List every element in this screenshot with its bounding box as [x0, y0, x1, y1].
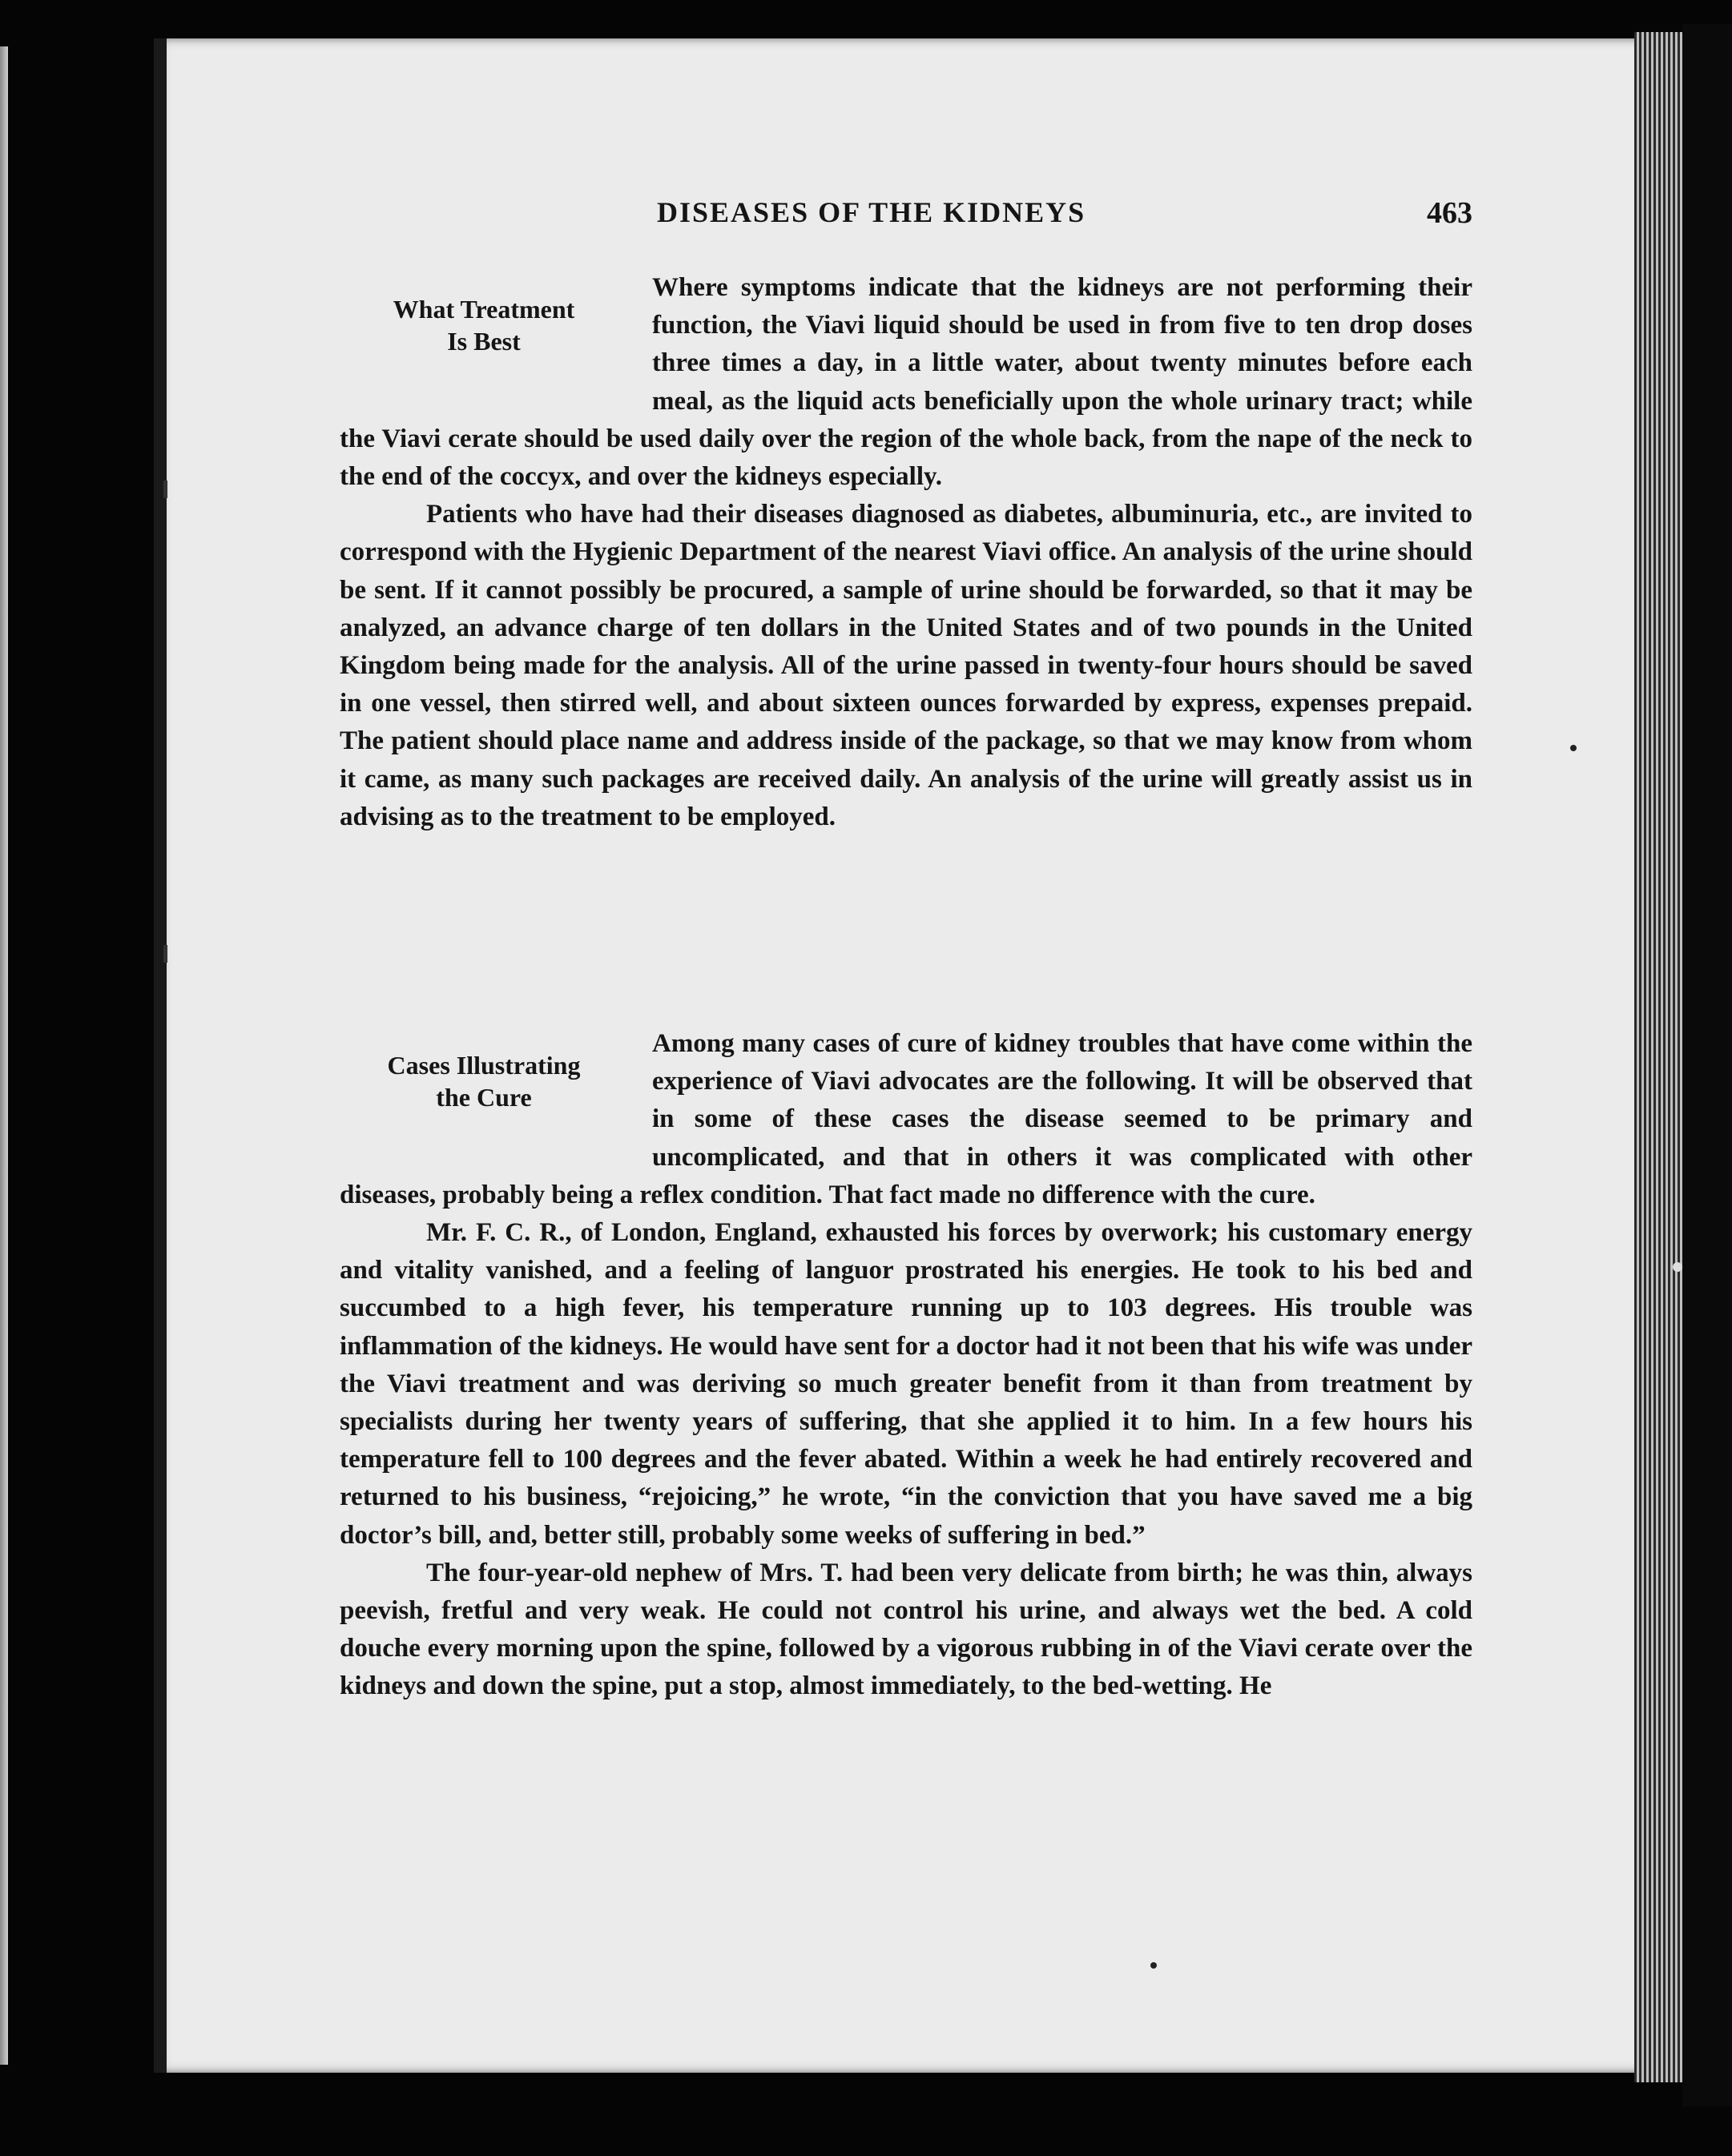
section-treatment — [340, 269, 1472, 836]
running-title: DISEASES OF THE KIDNEYS — [657, 196, 1086, 228]
facing-page-edge — [0, 46, 8, 2065]
scan-speck — [1150, 1962, 1157, 1969]
scan-speck — [1570, 745, 1577, 751]
paragraph: Among many cases of cure of kidney troubles that have come within the experience of Viavi advocates are the following. It will be observed that in some of these cases the disease seemed to be primary and uncomplicated, and that in others it was complicated with other diseases, probably being a reflex condition. That fact made no difference with the cure. — [340, 1029, 1472, 1209]
paragraph: Patients who have had their diseases diagnosed as diabetes, albuminuria, etc., are invited to correspond with the Hygienic Department of the nearest Viavi office. An analysis of the urine should be sent. If it cannot possibly be procured, a sample of urine should be forwarded, so that it may be analyzed, an advance charge of ten dollars in the United States and of two pounds in the United Kingdom being made for the analysis. All of the urine passed in twenty-four hours should be saved in one vessel, then stirred well, and about sixteen ounces forwarded by express, expenses prepaid. The patient should place name and address inside of the package, so that we may know from whom it came, as many such packages are received daily. An analysis of the urine will greatly assist us in advising as to the treatment to be employed. — [340, 500, 1472, 831]
page-number: 463 — [1427, 196, 1472, 230]
sidenote-line: the Cure — [436, 1083, 532, 1112]
scan-speck — [163, 945, 167, 963]
sidenote-what-treatment — [340, 269, 628, 397]
sidenote-cases-illustrating — [340, 1025, 628, 1153]
book-cover-edge — [1682, 24, 1732, 2106]
scan-speck — [163, 481, 167, 498]
sidenote-line: What Treatment — [393, 295, 575, 324]
scan-speck — [1673, 1262, 1682, 1272]
section-cases — [340, 1025, 1472, 1706]
paragraph: Mr. F. C. R., of London, England, exhausted his forces by overwork; his customary energy and vitality vanished, and a feeling of languor prostrated his energies. He took to his bed and succumbed to a high fever, his temperature running up to 103 degrees. His trouble was inflammation of the kidneys. He would have sent for a doctor had it not been that his wife was under the Viavi treatment and was deriving so much greater benefit from it than from treatment by specialists during her twenty years of suffering, that she applied it to him. In a few hours his temperature fell to 100 degrees and the fever abated. Within a week he had entirely recovered and returned to his business, “rejoicing,” he wrote, “in the conviction that you have saved me a big doctor’s bill, and, better still, probably some weeks of suffering in bed.” — [340, 1218, 1472, 1550]
sidenote-line: Cases Illustrating — [387, 1051, 581, 1080]
paragraph: The four-year-old nephew of Mrs. T. had been very delicate from birth; he was thin, always peevish, fretful and very weak. He could not control his urine, and always wet the bed. A cold douche every morning upon the spine, followed by a vigorous rubbing in of the Viavi cerate over the kidneys and down the spine, put a stop, almost immediately, to the bed-wetting. He — [340, 1558, 1472, 1701]
page-gutter-shadow — [154, 38, 167, 2073]
paragraph: Where symptoms indicate that the kidneys are not performing their function, the Viavi liquid should be used in from five to ten drop doses three times a day, in a little water, about twenty minutes before each meal, as the liquid acts beneficially upon the whole urinary tract; while the Viavi cerate should be used daily over the region of the whole back, from the nape of the neck to the end of the coccyx, and over the kidneys especially. — [340, 273, 1472, 492]
sidenote-line: Is Best — [447, 327, 521, 356]
